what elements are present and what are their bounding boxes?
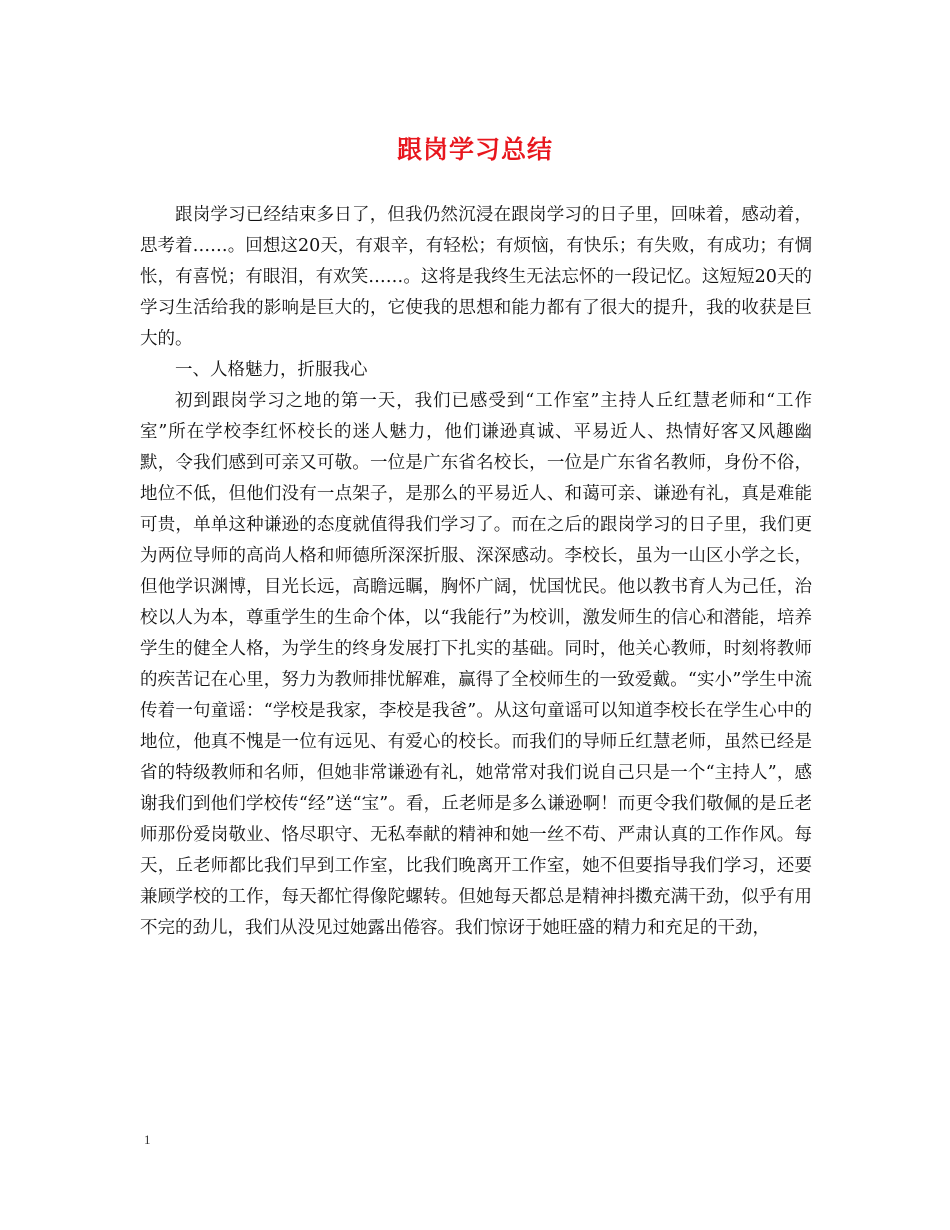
document-body [140, 200, 812, 944]
section-heading: 一、人格魅力，折服我心 [175, 360, 368, 380]
document-title: 跟岗学习总结 [396, 135, 553, 164]
page-number: 1 [144, 1132, 151, 1147]
paragraph-intro: 跟岗学习已经结束多日了，但我仍然沉浸在跟岗学习的日子里，回味着，感动着，思考着……。回想这20天，有艰辛，有轻松；有烦恼，有快乐；有失败，有成功；有惆怅，有喜悦；有眼泪，有欢笑……。这将是我终生无法忘怀的一段记忆。这短短20天的学习生活给我的影响是巨大的，它使我的思想和能力都有了很大的提升，我的收获是巨大的。 [140, 205, 812, 349]
paragraph-section-one: 初到跟岗学习之地的第一天，我们已感受到“工作室”主持人丘红慧老师和“工作室”所在学校李红怀校长的迷人魅力，他们谦逊真诚、平易近人、热情好客又风趣幽默，令我们感到可亲又可敬。一位是广东省名校长，一位是广东省名教师，身份不俗，地位不低，但他们没有一点架子，是那么的平易近人、和蔼可亲、谦逊有礼，真是难能可贵，单单这种谦逊的态度就值得我们学习了。而在之后的跟岗学习的日子里，我们更为两位导师的高尚人格和师德所深深折服、深深感动。李校长，虽为一山区小学之长，但他学识渊博，目光长远，高瞻远瞩，胸怀广阔，忧国忧民。他以教书育人为己任，治校以人为本，尊重学生的生命个体，以“我能行”为校训，激发师生的信心和潜能，培养学生的健全人格，为学生的终身发展打下扎实的基础。同时，他关心教师，时刻将教师的疾苦记在心里，努力为教师排忧解难，赢得了全校师生的一致爱戴。“实小”学生中流传着一句童谣：“学校是我家，李校是我爸”。从这句童谣可以知道李校长在学生心中的地位，他真不愧是一位有远见、有爱心的校长。而我们的导师丘红慧老师，虽然已经是省的特级教师和名师，但她非常谦逊有礼，她常常对我们说自己只是一个“主持人”，感谢我们到他们学校传“经”送“宝”。看，丘老师是多么谦逊啊！而更令我们敬佩的是丘老师那份爱岗敬业、恪尽职守、无私奉献的精神和她一丝不苟、严肃认真的工作作风。每天，丘老师都比我们早到工作室，比我们晚离开工作室，她不但要指导我们学习，还要兼顾学校的工作，每天都忙得像陀螺转。但她每天都总是精神抖擞充满干劲，似乎有用不完的劲儿，我们从没见过她露出倦容。我们惊讶于她旺盛的精力和充足的干劲， [140, 391, 812, 938]
